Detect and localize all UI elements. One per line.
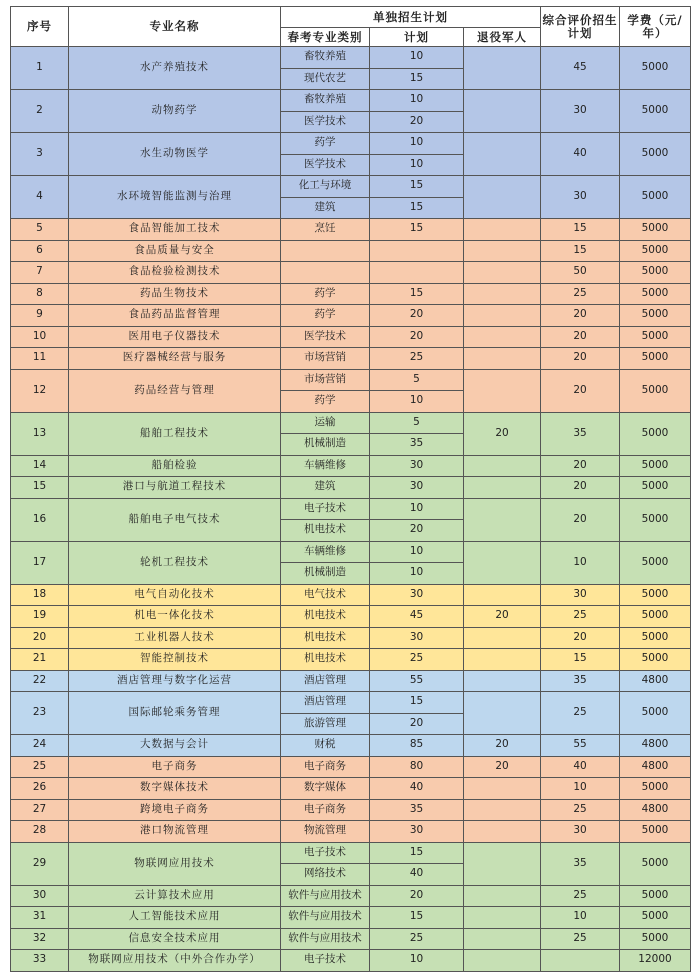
cell-major-name: 食品检验检测技术 <box>69 262 281 284</box>
cell-comprehensive: 40 <box>541 756 620 778</box>
table-row <box>11 928 691 950</box>
cell-seq: 32 <box>11 928 69 950</box>
cell-comprehensive: 25 <box>541 692 620 735</box>
cell-comprehensive: 25 <box>541 928 620 950</box>
cell-major-name: 酒店管理与数字化运营 <box>69 670 281 692</box>
cell-category: 机电技术 <box>281 627 370 649</box>
cell-comprehensive: 20 <box>541 455 620 477</box>
cell-major-name: 电气自动化技术 <box>69 584 281 606</box>
cell-major-name: 机电一体化技术 <box>69 606 281 628</box>
table-row <box>11 584 691 606</box>
table-row <box>11 842 691 864</box>
cell-veteran <box>464 477 541 499</box>
cell-tuition: 4800 <box>620 756 691 778</box>
cell-veteran <box>464 176 541 219</box>
table-row <box>11 240 691 262</box>
cell-tuition: 5000 <box>620 627 691 649</box>
cell-tuition: 5000 <box>620 283 691 305</box>
cell-category: 机械制造 <box>281 563 370 585</box>
cell-major-name: 电子商务 <box>69 756 281 778</box>
cell-major-name: 水产养殖技术 <box>69 47 281 90</box>
table-row <box>11 305 691 327</box>
cell-comprehensive: 10 <box>541 778 620 800</box>
cell-tuition: 5000 <box>620 369 691 412</box>
cell-category: 电子技术 <box>281 950 370 972</box>
cell-plan: 20 <box>370 885 464 907</box>
table-row <box>11 950 691 972</box>
cell-veteran <box>464 799 541 821</box>
cell-comprehensive: 25 <box>541 799 620 821</box>
cell-category: 物流管理 <box>281 821 370 843</box>
cell-major-name: 工业机器人技术 <box>69 627 281 649</box>
header-category: 春考专业类别 <box>281 28 370 47</box>
cell-category: 软件与应用技术 <box>281 885 370 907</box>
cell-plan: 10 <box>370 563 464 585</box>
cell-major-name: 智能控制技术 <box>69 649 281 671</box>
cell-category: 酒店管理 <box>281 670 370 692</box>
cell-major-name: 药品经营与管理 <box>69 369 281 412</box>
cell-seq: 4 <box>11 176 69 219</box>
table-row <box>11 326 691 348</box>
cell-comprehensive: 20 <box>541 627 620 649</box>
cell-tuition: 5000 <box>620 692 691 735</box>
cell-veteran <box>464 262 541 284</box>
cell-comprehensive: 25 <box>541 606 620 628</box>
cell-comprehensive: 40 <box>541 133 620 176</box>
table-row <box>11 799 691 821</box>
cell-plan: 25 <box>370 649 464 671</box>
table-row <box>11 133 691 155</box>
cell-category: 畜牧养殖 <box>281 47 370 69</box>
cell-veteran <box>464 541 541 584</box>
cell-veteran <box>464 821 541 843</box>
cell-tuition: 5000 <box>620 885 691 907</box>
cell-comprehensive: 35 <box>541 842 620 885</box>
cell-tuition: 5000 <box>620 90 691 133</box>
cell-comprehensive: 35 <box>541 670 620 692</box>
header-seq: 序号 <box>11 7 69 47</box>
cell-seq: 24 <box>11 735 69 757</box>
cell-category: 医学技术 <box>281 326 370 348</box>
cell-category: 畜牧养殖 <box>281 90 370 112</box>
cell-category: 市场营销 <box>281 348 370 370</box>
cell-comprehensive <box>541 950 620 972</box>
cell-comprehensive: 15 <box>541 240 620 262</box>
cell-plan: 10 <box>370 391 464 413</box>
cell-tuition: 5000 <box>620 649 691 671</box>
cell-plan <box>370 240 464 262</box>
cell-seq: 14 <box>11 455 69 477</box>
cell-tuition: 5000 <box>620 219 691 241</box>
table-body <box>11 47 691 972</box>
table-row <box>11 627 691 649</box>
cell-major-name: 水生动物医学 <box>69 133 281 176</box>
cell-tuition: 5000 <box>620 176 691 219</box>
cell-plan: 15 <box>370 176 464 198</box>
cell-major-name: 云计算技术应用 <box>69 885 281 907</box>
cell-comprehensive: 15 <box>541 219 620 241</box>
cell-category: 网络技术 <box>281 864 370 886</box>
cell-plan: 80 <box>370 756 464 778</box>
cell-plan: 55 <box>370 670 464 692</box>
cell-tuition: 5000 <box>620 821 691 843</box>
table-row <box>11 885 691 907</box>
cell-veteran <box>464 670 541 692</box>
cell-seq: 15 <box>11 477 69 499</box>
cell-plan: 45 <box>370 606 464 628</box>
table-row <box>11 606 691 628</box>
cell-tuition: 5000 <box>620 477 691 499</box>
cell-major-name: 大数据与会计 <box>69 735 281 757</box>
cell-comprehensive: 45 <box>541 47 620 90</box>
cell-category <box>281 240 370 262</box>
table-row <box>11 283 691 305</box>
cell-seq: 19 <box>11 606 69 628</box>
table-row <box>11 262 691 284</box>
table-row <box>11 756 691 778</box>
table-row <box>11 735 691 757</box>
cell-tuition: 5000 <box>620 584 691 606</box>
cell-veteran <box>464 885 541 907</box>
cell-plan: 10 <box>370 133 464 155</box>
cell-comprehensive: 20 <box>541 305 620 327</box>
cell-veteran <box>464 627 541 649</box>
cell-category: 药学 <box>281 283 370 305</box>
cell-seq: 13 <box>11 412 69 455</box>
cell-seq: 30 <box>11 885 69 907</box>
header-veteran: 退役军人 <box>464 28 541 47</box>
cell-veteran <box>464 584 541 606</box>
header-comprehensive: 综合评价招生计划 <box>541 7 620 47</box>
cell-major-name: 船舶工程技术 <box>69 412 281 455</box>
cell-seq: 28 <box>11 821 69 843</box>
cell-plan: 40 <box>370 778 464 800</box>
table-row <box>11 369 691 391</box>
cell-seq: 25 <box>11 756 69 778</box>
cell-major-name: 医用电子仪器技术 <box>69 326 281 348</box>
cell-plan: 30 <box>370 627 464 649</box>
cell-major-name: 药品生物技术 <box>69 283 281 305</box>
cell-seq: 23 <box>11 692 69 735</box>
cell-plan: 25 <box>370 928 464 950</box>
cell-plan: 85 <box>370 735 464 757</box>
cell-seq: 2 <box>11 90 69 133</box>
cell-major-name: 港口与航道工程技术 <box>69 477 281 499</box>
cell-veteran <box>464 326 541 348</box>
cell-veteran <box>464 90 541 133</box>
header-row-top <box>11 7 691 28</box>
cell-category: 机电技术 <box>281 520 370 542</box>
cell-tuition: 5000 <box>620 842 691 885</box>
cell-plan: 35 <box>370 434 464 456</box>
cell-seq: 22 <box>11 670 69 692</box>
cell-veteran <box>464 455 541 477</box>
cell-seq: 11 <box>11 348 69 370</box>
cell-plan: 15 <box>370 692 464 714</box>
cell-veteran: 20 <box>464 756 541 778</box>
cell-comprehensive: 10 <box>541 907 620 929</box>
table-row <box>11 455 691 477</box>
cell-category: 化工与环境 <box>281 176 370 198</box>
header-major-name: 专业名称 <box>69 7 281 47</box>
cell-tuition: 5000 <box>620 262 691 284</box>
cell-seq: 26 <box>11 778 69 800</box>
cell-seq: 29 <box>11 842 69 885</box>
cell-comprehensive: 25 <box>541 283 620 305</box>
cell-comprehensive: 30 <box>541 176 620 219</box>
cell-plan: 20 <box>370 713 464 735</box>
cell-comprehensive: 20 <box>541 498 620 541</box>
cell-tuition: 5000 <box>620 305 691 327</box>
cell-seq: 21 <box>11 649 69 671</box>
cell-plan: 10 <box>370 541 464 563</box>
cell-category: 电子商务 <box>281 756 370 778</box>
cell-tuition: 5000 <box>620 606 691 628</box>
cell-seq: 5 <box>11 219 69 241</box>
cell-category: 烹饪 <box>281 219 370 241</box>
cell-comprehensive: 15 <box>541 649 620 671</box>
cell-tuition: 5000 <box>620 348 691 370</box>
table-row <box>11 778 691 800</box>
cell-category: 电子技术 <box>281 498 370 520</box>
cell-seq: 27 <box>11 799 69 821</box>
cell-plan: 10 <box>370 47 464 69</box>
cell-comprehensive: 20 <box>541 477 620 499</box>
cell-tuition: 5000 <box>620 541 691 584</box>
cell-plan: 15 <box>370 283 464 305</box>
cell-plan: 30 <box>370 455 464 477</box>
cell-category: 软件与应用技术 <box>281 907 370 929</box>
cell-plan: 10 <box>370 154 464 176</box>
cell-category: 药学 <box>281 391 370 413</box>
cell-tuition: 5000 <box>620 47 691 90</box>
cell-veteran <box>464 369 541 412</box>
cell-comprehensive: 30 <box>541 90 620 133</box>
cell-seq: 3 <box>11 133 69 176</box>
cell-tuition: 5000 <box>620 133 691 176</box>
table-row <box>11 348 691 370</box>
cell-seq: 12 <box>11 369 69 412</box>
cell-plan: 20 <box>370 111 464 133</box>
cell-category: 现代农艺 <box>281 68 370 90</box>
cell-veteran <box>464 692 541 735</box>
cell-plan: 20 <box>370 520 464 542</box>
cell-category: 电气技术 <box>281 584 370 606</box>
cell-tuition: 5000 <box>620 455 691 477</box>
cell-seq: 16 <box>11 498 69 541</box>
cell-category: 电子技术 <box>281 842 370 864</box>
table-row <box>11 692 691 714</box>
cell-category: 机电技术 <box>281 649 370 671</box>
cell-category: 机电技术 <box>281 606 370 628</box>
cell-plan: 15 <box>370 219 464 241</box>
cell-major-name: 动物药学 <box>69 90 281 133</box>
cell-category: 药学 <box>281 305 370 327</box>
cell-major-name: 船舶电子电气技术 <box>69 498 281 541</box>
cell-comprehensive: 20 <box>541 369 620 412</box>
cell-veteran <box>464 842 541 885</box>
cell-category: 电子商务 <box>281 799 370 821</box>
cell-tuition: 4800 <box>620 735 691 757</box>
cell-major-name: 食品药品监督管理 <box>69 305 281 327</box>
cell-tuition: 5000 <box>620 928 691 950</box>
cell-plan: 35 <box>370 799 464 821</box>
table-row <box>11 47 691 69</box>
cell-veteran <box>464 778 541 800</box>
cell-major-name: 物联网应用技术 <box>69 842 281 885</box>
cell-seq: 8 <box>11 283 69 305</box>
table-row <box>11 477 691 499</box>
cell-veteran: 20 <box>464 412 541 455</box>
cell-plan: 30 <box>370 821 464 843</box>
cell-veteran <box>464 348 541 370</box>
cell-veteran: 20 <box>464 606 541 628</box>
cell-category: 酒店管理 <box>281 692 370 714</box>
cell-veteran <box>464 240 541 262</box>
table-row <box>11 541 691 563</box>
cell-major-name: 数字媒体技术 <box>69 778 281 800</box>
cell-tuition: 5000 <box>620 412 691 455</box>
cell-tuition: 12000 <box>620 950 691 972</box>
cell-comprehensive: 30 <box>541 584 620 606</box>
cell-tuition: 5000 <box>620 907 691 929</box>
cell-major-name: 水环境智能监测与治理 <box>69 176 281 219</box>
cell-seq: 6 <box>11 240 69 262</box>
cell-plan: 10 <box>370 950 464 972</box>
cell-category: 财税 <box>281 735 370 757</box>
cell-plan: 10 <box>370 498 464 520</box>
cell-major-name: 信息安全技术应用 <box>69 928 281 950</box>
cell-category: 运输 <box>281 412 370 434</box>
cell-veteran <box>464 47 541 90</box>
cell-seq: 9 <box>11 305 69 327</box>
cell-category: 车辆维修 <box>281 541 370 563</box>
table-row <box>11 821 691 843</box>
cell-veteran <box>464 133 541 176</box>
cell-plan <box>370 262 464 284</box>
table-row <box>11 649 691 671</box>
cell-seq: 1 <box>11 47 69 90</box>
cell-plan: 15 <box>370 907 464 929</box>
cell-veteran <box>464 283 541 305</box>
enrollment-plan-table <box>10 6 691 972</box>
cell-veteran <box>464 928 541 950</box>
cell-major-name: 食品智能加工技术 <box>69 219 281 241</box>
cell-category: 车辆维修 <box>281 455 370 477</box>
table-row <box>11 219 691 241</box>
table-row <box>11 498 691 520</box>
cell-veteran <box>464 907 541 929</box>
cell-veteran <box>464 219 541 241</box>
cell-seq: 7 <box>11 262 69 284</box>
table-row <box>11 907 691 929</box>
cell-major-name: 船舶检验 <box>69 455 281 477</box>
cell-category: 软件与应用技术 <box>281 928 370 950</box>
cell-comprehensive: 55 <box>541 735 620 757</box>
cell-comprehensive: 20 <box>541 326 620 348</box>
cell-plan: 25 <box>370 348 464 370</box>
cell-category: 医学技术 <box>281 111 370 133</box>
cell-category: 医学技术 <box>281 154 370 176</box>
cell-plan: 30 <box>370 477 464 499</box>
cell-comprehensive: 10 <box>541 541 620 584</box>
cell-comprehensive: 20 <box>541 348 620 370</box>
header-tuition: 学费（元/年） <box>620 7 691 47</box>
cell-comprehensive: 25 <box>541 885 620 907</box>
cell-tuition: 5000 <box>620 778 691 800</box>
cell-plan: 20 <box>370 326 464 348</box>
cell-comprehensive: 35 <box>541 412 620 455</box>
cell-seq: 31 <box>11 907 69 929</box>
cell-plan: 40 <box>370 864 464 886</box>
cell-category <box>281 262 370 284</box>
cell-seq: 20 <box>11 627 69 649</box>
enrollment-plan-sheet <box>10 6 691 972</box>
cell-veteran <box>464 649 541 671</box>
cell-plan: 15 <box>370 842 464 864</box>
cell-tuition: 4800 <box>620 670 691 692</box>
cell-veteran <box>464 950 541 972</box>
cell-category: 建筑 <box>281 477 370 499</box>
table-row <box>11 176 691 198</box>
cell-veteran <box>464 305 541 327</box>
cell-category: 市场营销 <box>281 369 370 391</box>
header-single-plan: 单独招生计划 <box>281 7 541 28</box>
cell-tuition: 5000 <box>620 498 691 541</box>
cell-major-name: 人工智能技术应用 <box>69 907 281 929</box>
cell-category: 建筑 <box>281 197 370 219</box>
cell-category: 药学 <box>281 133 370 155</box>
cell-tuition: 5000 <box>620 240 691 262</box>
cell-comprehensive: 50 <box>541 262 620 284</box>
table-row <box>11 412 691 434</box>
cell-category: 数字媒体 <box>281 778 370 800</box>
cell-seq: 17 <box>11 541 69 584</box>
cell-major-name: 医疗器械经营与服务 <box>69 348 281 370</box>
cell-major-name: 食品质量与安全 <box>69 240 281 262</box>
cell-major-name: 港口物流管理 <box>69 821 281 843</box>
cell-comprehensive: 30 <box>541 821 620 843</box>
cell-veteran <box>464 498 541 541</box>
header-plan: 计划 <box>370 28 464 47</box>
cell-seq: 33 <box>11 950 69 972</box>
cell-major-name: 轮机工程技术 <box>69 541 281 584</box>
cell-veteran: 20 <box>464 735 541 757</box>
cell-plan: 5 <box>370 412 464 434</box>
cell-plan: 20 <box>370 305 464 327</box>
cell-tuition: 4800 <box>620 799 691 821</box>
cell-plan: 15 <box>370 197 464 219</box>
cell-major-name: 物联网应用技术（中外合作办学） <box>69 950 281 972</box>
table-row <box>11 670 691 692</box>
cell-tuition: 5000 <box>620 326 691 348</box>
cell-plan: 15 <box>370 68 464 90</box>
cell-plan: 10 <box>370 90 464 112</box>
cell-major-name: 跨境电子商务 <box>69 799 281 821</box>
cell-major-name: 国际邮轮乘务管理 <box>69 692 281 735</box>
cell-plan: 5 <box>370 369 464 391</box>
cell-category: 机械制造 <box>281 434 370 456</box>
cell-seq: 10 <box>11 326 69 348</box>
table-row <box>11 90 691 112</box>
cell-plan: 30 <box>370 584 464 606</box>
cell-seq: 18 <box>11 584 69 606</box>
cell-category: 旅游管理 <box>281 713 370 735</box>
